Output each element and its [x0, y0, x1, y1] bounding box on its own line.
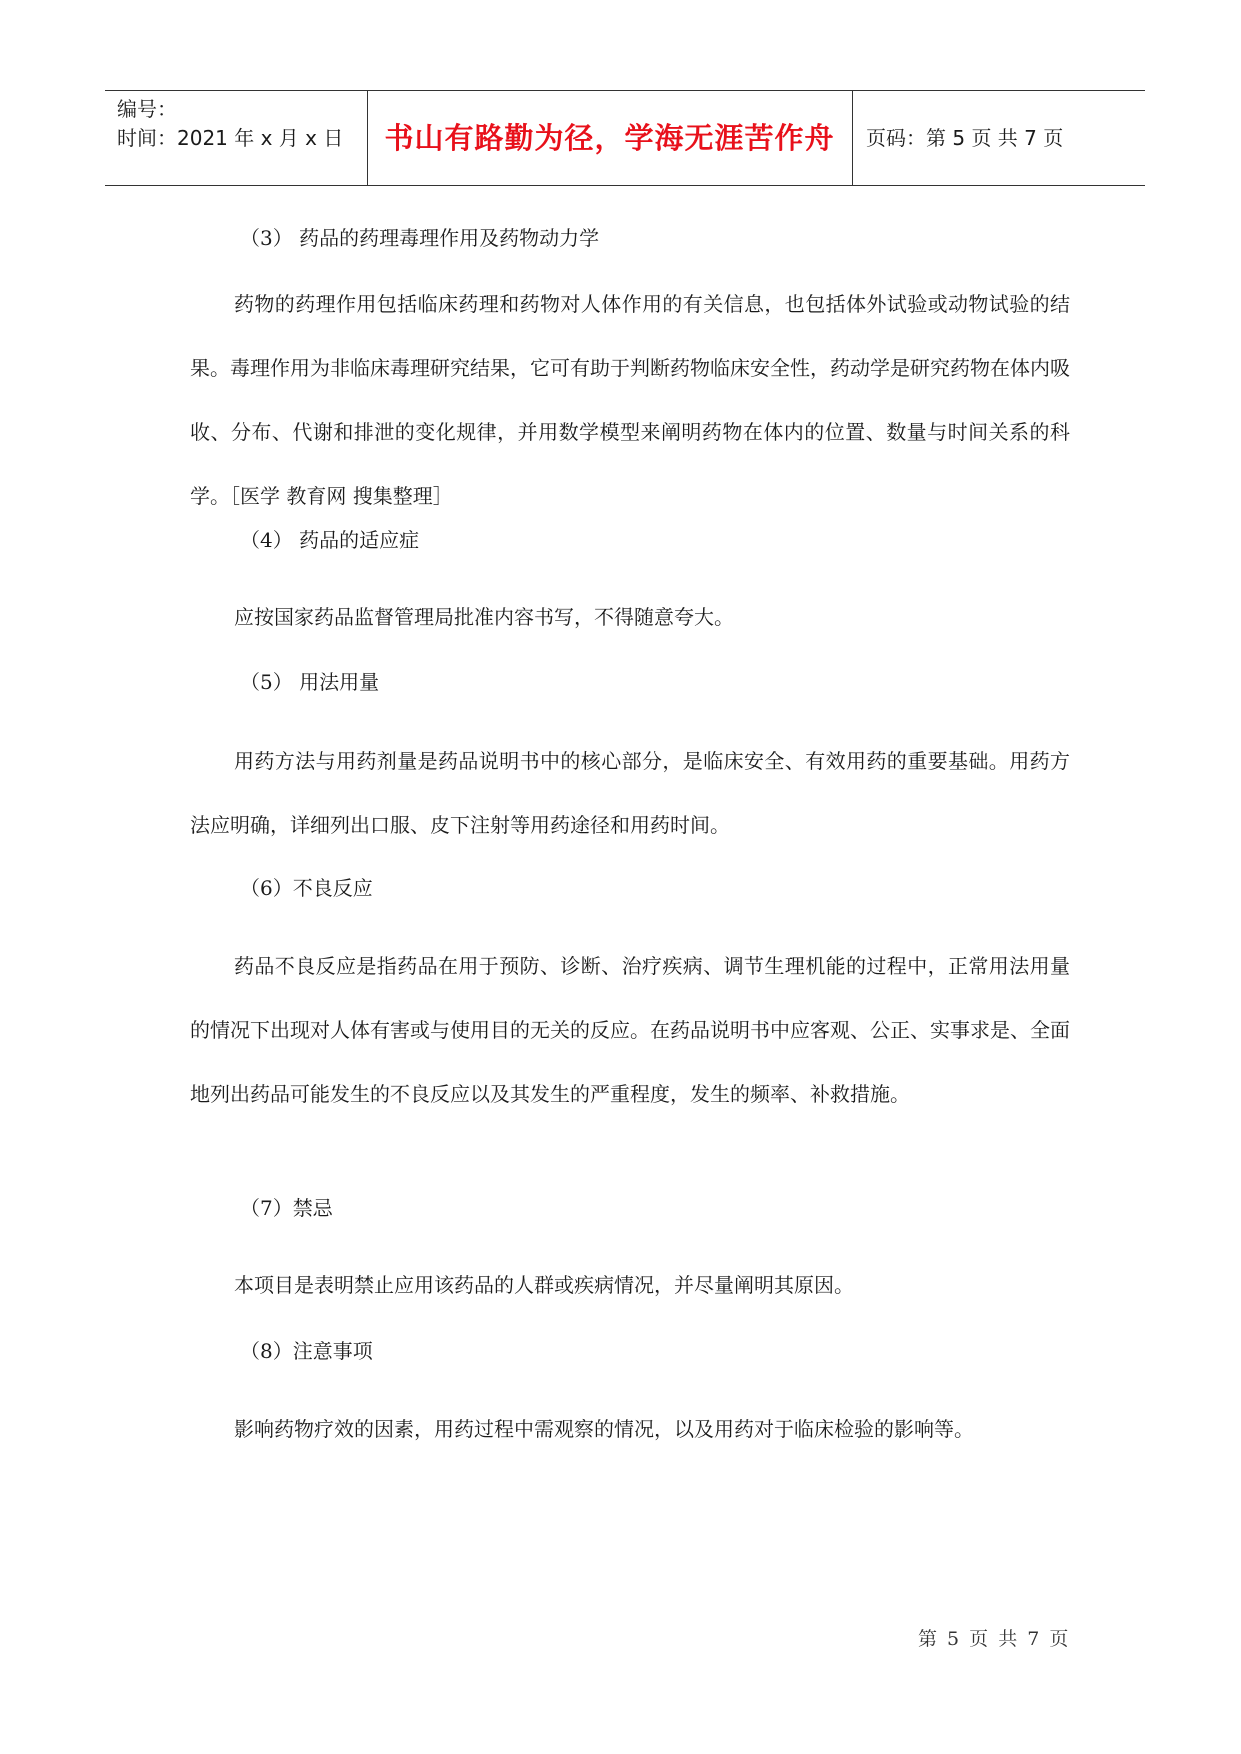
section-paragraph: 药物的药理作用包括临床药理和药物对人体作用的有关信息，也包括体外试验或动物试验的结果。毒理作用为非临床毒理研究结果，它可有助于判断药物临床安全性，药动学是研究药物在体内吸收、分布、代谢和排泄的变化规律，并用数学模型来阐明药物在体内的位置、数量与时间关系的科学。［医学 教育网 搜集整理］	[190, 292, 1070, 508]
page-header	[105, 90, 1145, 186]
document-number-label: 编号：	[117, 97, 177, 121]
document-date: 时间：2021 年 x 月 x 日	[117, 126, 344, 150]
header-meta	[105, 91, 368, 185]
header-page-number: 页码：第 5 页 共 7 页	[866, 126, 1064, 150]
section-paragraph: 用药方法与用药剂量是药品说明书中的核心部分，是临床安全、有效用药的重要基础。用药方法应明确，详细列出口服、皮下注射等用药途径和用药时间。	[190, 749, 1070, 837]
page-footer: 第 5 页 共 7 页	[918, 1628, 1071, 1650]
section-title: （5） 用法用量	[240, 670, 380, 694]
section-paragraph: 应按国家药品监督管理局批准内容书写，不得随意夸大。	[234, 605, 734, 629]
section-paragraph: 影响药物疗效的因素，用药过程中需观察的情况，以及用药对于临床检验的影响等。	[234, 1417, 974, 1441]
section-paragraph: 药品不良反应是指药品在用于预防、诊断、治疗疾病、调节生理机能的过程中，正常用法用量的情况下出现对人体有害或与使用目的无关的反应。在药品说明书中应客观、公正、实事求是、全面地列出药品可能发生的不良反应以及其发生的严重程度，发生的频率、补救措施。	[190, 954, 1070, 1106]
section-title: （7）禁忌	[240, 1196, 333, 1220]
section-title: （6）不良反应	[240, 876, 373, 900]
header-motto: 书山有路勤为径，学海无涯苦作舟	[367, 91, 853, 185]
section-title: （8）注意事项	[240, 1339, 373, 1363]
section-title: （4） 药品的适应症	[240, 528, 420, 552]
section-title: （3） 药品的药理毒理作用及药物动力学	[240, 226, 600, 250]
section-paragraph: 本项目是表明禁止应用该药品的人群或疾病情况，并尽量阐明其原因。	[234, 1273, 854, 1297]
